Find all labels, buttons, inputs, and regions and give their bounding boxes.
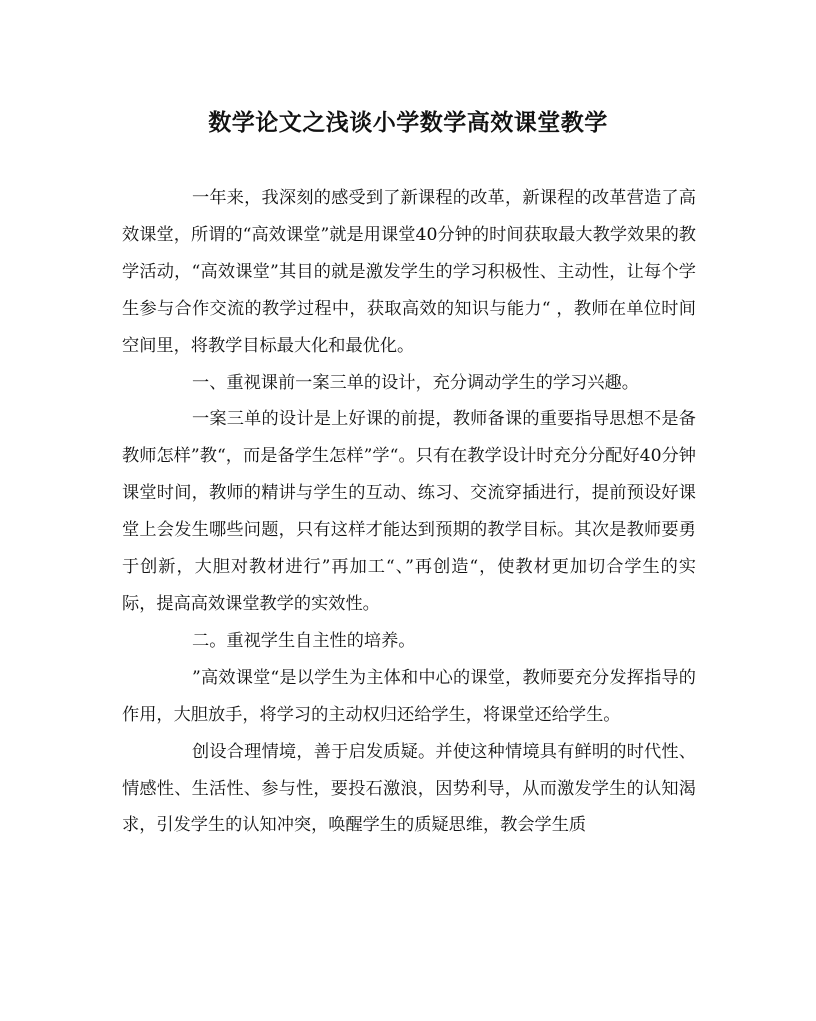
paragraph-section-2b: 创设合理情境，善于启发质疑。并使这种情境具有鲜明的时代性、情感性、生活性、参与性，要投石激浪，因势利导，从而激发学生的认知渴求，引发学生的认知冲突，唤醒学生的质疑思维，教会学生质 xyxy=(122,741,696,836)
document-body xyxy=(122,180,696,844)
document-title: 数学论文之浅谈小学数学高效课堂教学 xyxy=(208,110,608,136)
section-heading-2: 二。重视学生自主性的培养。 xyxy=(192,630,416,651)
paragraph-section-2a: ”高效课堂“是以学生为主体和中心的课堂，教师要充分发挥指导的作用，大胆放手，将学习的主动权归还给学生，将课堂还给学生。 xyxy=(122,667,696,725)
section-heading-1: 一、重视课前一案三单的设计，充分调动学生的学习兴趣。 xyxy=(192,372,639,393)
paragraph-intro: 一年来，我深刻的感受到了新课程的改革，新课程的改革营造了高效课堂，所谓的“高效课堂”就是用课堂40分钟的时间获取最大教学效果的教学活动，“高效课堂”其目的就是激发学生的学习积极性、主动性，让每个学生参与合作交流的教学过程中，获取高效的知识与能力“ ，教师在单位时间空间里，将教学目标最大化和最优化。 xyxy=(122,188,696,356)
paragraph-section-1: 一案三单的设计是上好课的前提，教师备课的重要指导思想不是备教师怎样”教“，而是备学生怎样”学“。只有在教学设计时充分分配好40分钟课堂时间，教师的精讲与学生的互动、练习、交流穿插进行，提前预设好课堂上会发生哪些问题，只有这样才能达到预期的教学目标。其次是教师要勇于创新，大胆对教材进行”再加工“、”再创造“，使教材更加切合学生的实际，提高高效课堂教学的实效性。 xyxy=(122,409,696,614)
